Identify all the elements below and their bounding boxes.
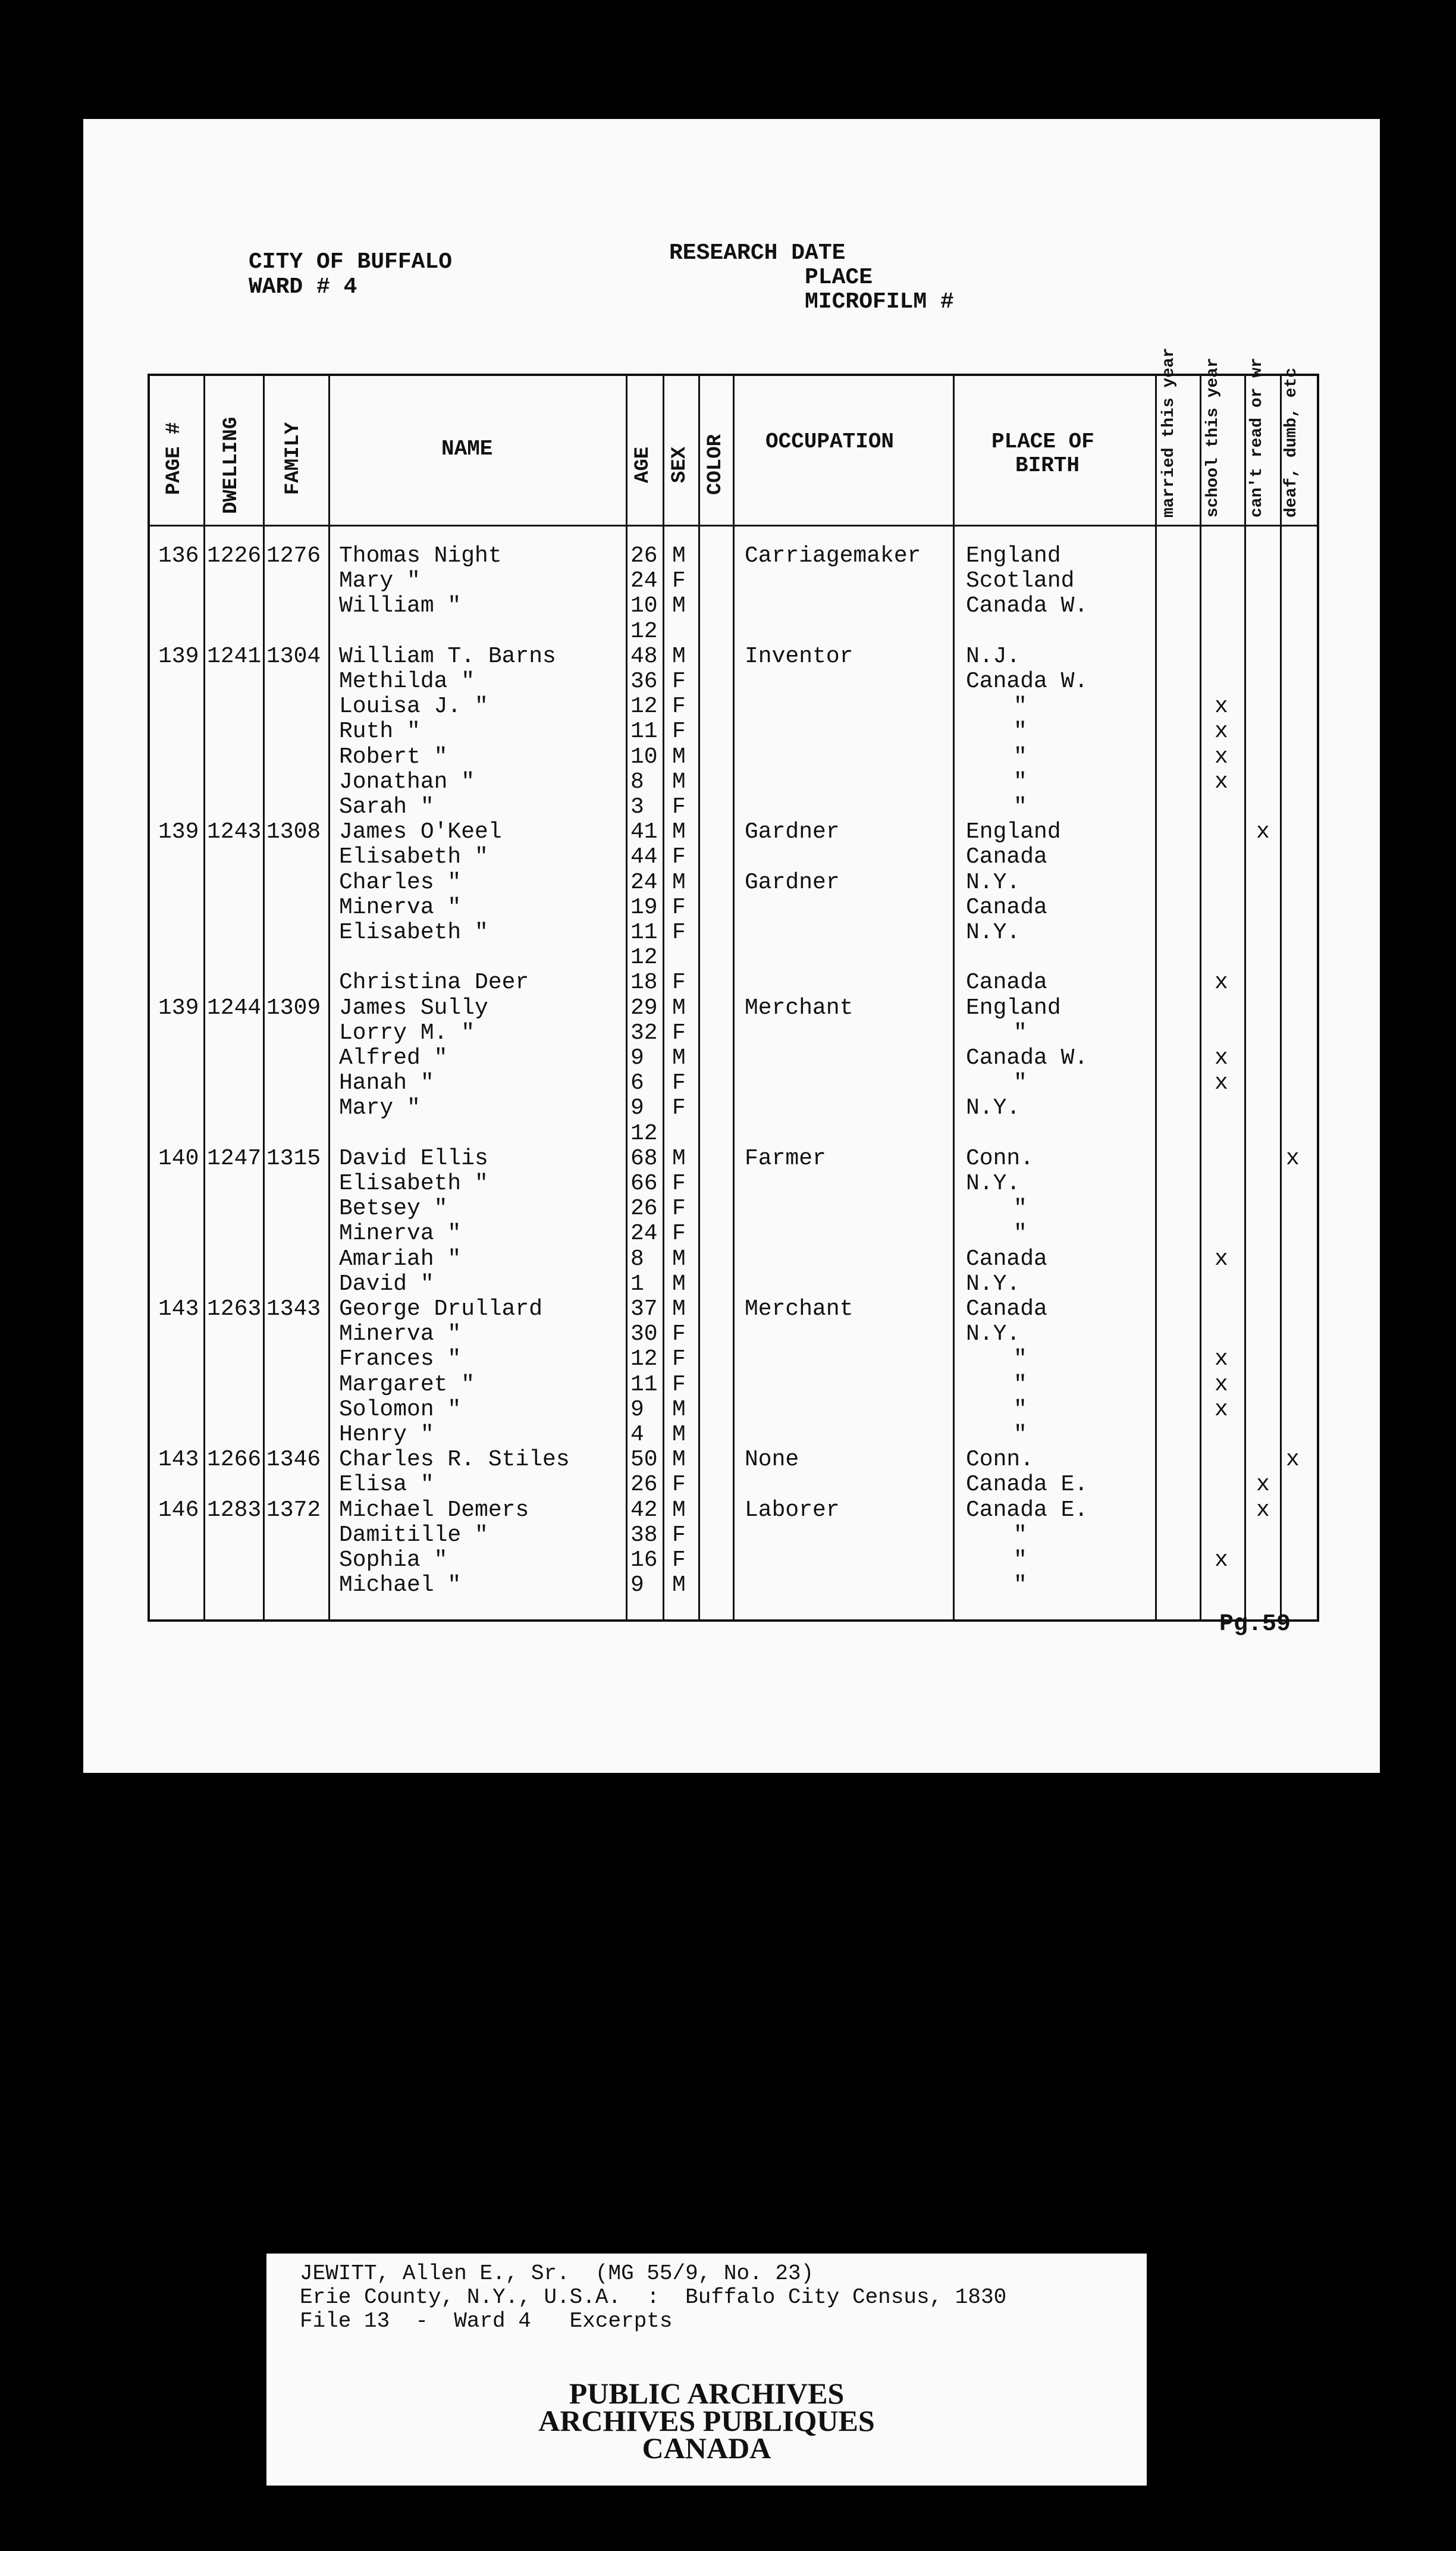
cell-school: x [1215,744,1228,770]
cell-age: 11 [630,1371,658,1397]
cell-school: x [1215,1246,1228,1272]
cell-birth: Conn. [966,1145,1034,1171]
cell-dwelling: 1263 [207,1296,262,1322]
cell-birth: " [1013,769,1027,795]
cell-occupation: Carriagemaker [745,543,921,569]
cell-page: 139 [158,643,199,669]
cell-birth: N.Y. [966,1095,1021,1121]
cell-name: James Sully [339,995,488,1021]
cell-age: 3 [630,794,644,820]
cell-sex: M [672,995,686,1021]
cell-birth: Conn. [966,1447,1034,1473]
col-school: school this year [1204,358,1222,518]
cell-sex: M [672,819,686,845]
cell-page: 136 [158,543,199,569]
cell-age: 16 [630,1547,658,1573]
cell-birth: N.J. [966,643,1021,669]
col-birth-line2: BIRTH [1015,453,1080,478]
cell-birth: " [1013,1422,1027,1447]
cell-birth: Canada E. [966,1497,1088,1523]
col-age: AGE [632,446,654,483]
cell-name: Sophia " [339,1547,448,1573]
cell-name: David Ellis [339,1145,488,1171]
cell-school: x [1215,1045,1228,1071]
cell-age: 26 [630,1472,658,1498]
cell-birth: Canada E. [966,1472,1088,1498]
cell-age: 42 [630,1497,658,1523]
cell-name: Michael " [339,1572,462,1599]
cell-age: 11 [630,920,658,945]
cell-occupation: Merchant [745,1296,853,1322]
cell-age: 29 [630,995,658,1021]
cell-name: Jonathan " [339,769,475,795]
cell-birth: Canada W. [966,669,1088,694]
cell-age: 30 [630,1321,658,1347]
cell-birth: " [1013,1371,1027,1397]
cell-birth: Canada W. [966,1045,1088,1071]
cell-cant: x [1256,1497,1270,1523]
cell-name: James O'Keel [339,819,502,845]
cell-age: 38 [630,1522,658,1548]
cell-name: Lorry M. " [339,1020,475,1046]
cell-page: 139 [158,819,199,845]
cell-sex: F [672,1070,686,1096]
cell-name: Minerva " [339,1321,462,1347]
cell-birth: N.Y. [966,869,1021,895]
cell-sex: F [672,894,686,920]
microfilm-label: MICROFILM # [805,289,954,315]
cell-birth: " [1013,719,1027,745]
cell-age: 10 [630,593,658,619]
cell-occupation: None [745,1447,799,1473]
cell-sex: F [672,568,686,594]
cell-sex: F [672,1547,686,1573]
cell-school: x [1215,719,1228,745]
archive-stamp-2: ARCHIVES PUBLIQUES [538,2404,875,2437]
cell-sex: M [672,593,686,619]
cell-sex: M [672,1296,686,1322]
cell-age: 19 [630,894,658,920]
cell-birth: " [1013,1396,1027,1422]
cell-sex: F [672,920,686,945]
cell-cant: x [1256,1472,1270,1498]
cell-age: 12 [630,1346,658,1372]
cell-age: 9 [630,1396,644,1422]
cell-sex: M [672,1271,686,1297]
cell-name: Charles " [339,869,462,895]
col-deaf-dumb: deaf, dumb, etc [1282,367,1301,518]
cell-name: Charles R. Stiles [339,1447,570,1473]
col-dwelling: DWELLING [220,416,243,514]
cell-sex: M [672,1145,686,1171]
cell-birth: " [1013,694,1027,720]
cell-name: William T. Barns [339,643,556,669]
cell-age: 9 [630,1572,644,1599]
cell-family: 1276 [266,543,321,569]
cell-sex: M [672,744,686,770]
cell-deaf: x [1286,1145,1300,1171]
cell-name: William " [339,593,462,619]
cell-age: 50 [630,1447,658,1473]
cell-age: 6 [630,1070,644,1096]
cell-age: 37 [630,1296,658,1322]
cell-name: George Drullard [339,1296,543,1322]
ward-label: WARD # 4 [249,274,357,300]
cell-sex: F [672,1472,686,1498]
cell-sex: F [672,794,686,820]
cell-family: 1308 [266,819,321,845]
cell-age: 44 [630,844,658,870]
cell-occupation: Inventor [745,643,853,669]
cell-family: 1372 [266,1497,321,1523]
cell-name: Elisabeth " [339,844,488,870]
cell-age: 36 [630,669,658,694]
place-label: PLACE [805,265,873,290]
cell-age: 48 [630,643,658,669]
cell-sex: F [672,719,686,745]
cell-age: 9 [630,1095,644,1121]
cell-name: Mary " [339,568,421,594]
cell-family: 1304 [266,643,321,669]
cell-sex: M [672,1045,686,1071]
cell-sex: F [672,1196,686,1222]
cell-school: x [1215,769,1228,795]
cell-sex: M [672,1497,686,1523]
cell-age: 1 [630,1271,644,1297]
cell-dwelling: 1241 [207,643,262,669]
cell-age: 26 [630,1196,658,1222]
cell-sex: F [672,1221,686,1247]
col-name: NAME [441,437,493,461]
cell-cant: x [1256,819,1270,845]
research-date-label: RESEARCH DATE [669,240,846,266]
cell-age: 24 [630,869,658,895]
cell-age: 24 [630,1221,658,1247]
archive-stamp-3: CANADA [642,2431,771,2465]
cell-birth: N.Y. [966,1271,1021,1297]
cell-sex: M [672,1422,686,1447]
cell-age: 66 [630,1171,658,1196]
cell-dwelling: 1243 [207,819,262,845]
cell-sex: F [672,1522,686,1548]
cell-family: 1343 [266,1296,321,1322]
cell-birth: N.Y. [966,1321,1021,1347]
cell-school: x [1215,1547,1228,1573]
cell-school: x [1215,970,1228,996]
cell-sex: F [672,844,686,870]
cell-name: Michael Demers [339,1497,529,1523]
cell-birth: Canada [966,844,1047,870]
cell-sex: M [672,643,686,669]
cell-dwelling: 1226 [207,543,262,569]
cell-birth: Canada [966,1296,1047,1322]
cell-birth: " [1013,1020,1027,1046]
cell-sex: M [672,1396,686,1422]
cell-name: Damitille " [339,1522,488,1548]
cell-school: x [1215,1396,1228,1422]
cell-dwelling: 1266 [207,1447,262,1473]
label-line-3: File 13 - Ward 4 Excerpts [300,2309,673,2333]
cell-page: 143 [158,1447,199,1473]
cell-sex: M [672,1572,686,1599]
cell-name: Minerva " [339,894,462,920]
cell-name: Elisabeth " [339,1171,488,1196]
page-number: Pg.59 [1219,1611,1291,1638]
cell-birth: Canada [966,894,1047,920]
cell-sex: M [672,1246,686,1272]
cell-deaf: x [1286,1447,1300,1473]
col-cant-read: can't read or wr [1248,358,1266,518]
cell-sex: F [672,1171,686,1196]
cell-name: Christina Deer [339,970,529,996]
cell-birth: " [1013,744,1027,770]
cell-sex: F [672,694,686,720]
archive-label [266,2254,1147,2486]
cell-dwelling: 1247 [207,1145,262,1171]
cell-school: x [1215,694,1228,720]
cell-family: 1346 [266,1447,321,1473]
cell-sex: F [672,1095,686,1121]
cell-birth: " [1013,1346,1027,1372]
col-occupation: OCCUPATION [765,430,895,454]
cell-sex: M [672,1447,686,1473]
cell-page: 139 [158,995,199,1021]
cell-sex: F [672,1371,686,1397]
cell-occupation: Laborer [745,1497,840,1523]
cell-age: 10 [630,744,658,770]
cell-age: 18 [630,970,658,996]
archive-stamp-1: PUBLIC ARCHIVES [569,2377,845,2410]
cell-age: 8 [630,769,644,795]
cell-age: 41 [630,819,658,845]
cell-sex: F [672,970,686,996]
cell-name: Frances " [339,1346,462,1372]
cell-age: 68 [630,1145,658,1171]
cell-occupation: Merchant [745,995,853,1021]
cell-name: Elisa " [339,1472,434,1498]
cell-name: Methilda " [339,669,475,694]
cell-sex: M [672,869,686,895]
cell-age: 12 [630,945,658,971]
cell-occupation: Gardner [745,869,840,895]
cell-name: Betsey " [339,1196,448,1222]
cell-birth: Scotland [966,568,1075,594]
cell-age: 8 [630,1246,644,1272]
cell-name: Ruth " [339,719,421,745]
col-birth-line1: PLACE OF [991,430,1094,454]
cell-name: Thomas Night [339,543,502,569]
cell-name: Sarah " [339,794,434,820]
col-page: PAGE # [163,422,186,495]
cell-name: Robert " [339,744,448,770]
cell-birth: England [966,995,1061,1021]
cell-age: 24 [630,568,658,594]
col-family: FAMILY [282,422,305,495]
cell-sex: F [672,1321,686,1347]
label-line-1: JEWITT, Allen E., Sr. (MG 55/9, No. 23) [300,2261,814,2286]
cell-age: 12 [630,1120,658,1146]
census-sheet [83,119,1380,1773]
cell-school: x [1215,1371,1228,1397]
cell-age: 32 [630,1020,658,1046]
cell-family: 1309 [266,995,321,1021]
cell-age: 12 [630,694,658,720]
col-color: COLOR [704,434,727,495]
cell-occupation: Gardner [745,819,840,845]
cell-age: 26 [630,543,658,569]
cell-birth: " [1013,1547,1027,1573]
cell-birth: " [1013,1221,1027,1247]
col-sex: SEX [669,446,691,483]
cell-name: Louisa J. " [339,694,488,720]
cell-birth: " [1013,1522,1027,1548]
cell-name: Alfred " [339,1045,448,1071]
cell-page: 143 [158,1296,199,1322]
cell-sex: M [672,543,686,569]
cell-birth: " [1013,1196,1027,1222]
cell-name: Mary " [339,1095,421,1121]
cell-birth: England [966,819,1061,845]
cell-name: Solomon " [339,1396,462,1422]
cell-name: Henry " [339,1422,434,1447]
cell-birth: " [1013,794,1027,820]
cell-family: 1315 [266,1145,321,1171]
cell-name: Minerva " [339,1221,462,1247]
cell-school: x [1215,1346,1228,1372]
cell-occupation: Farmer [745,1145,826,1171]
cell-age: 11 [630,719,658,745]
cell-birth: England [966,543,1061,569]
cell-sex: F [672,669,686,694]
cell-dwelling: 1244 [207,995,262,1021]
cell-birth: N.Y. [966,920,1021,945]
cell-birth: " [1013,1572,1027,1599]
cell-school: x [1215,1070,1228,1096]
cell-page: 146 [158,1497,199,1523]
cell-page: 140 [158,1145,199,1171]
cell-name: Margaret " [339,1371,475,1397]
city-label: CITY OF BUFFALO [249,249,453,275]
cell-birth: Canada [966,970,1047,996]
cell-sex: F [672,1346,686,1372]
cell-age: 4 [630,1422,644,1447]
cell-age: 9 [630,1045,644,1071]
census-table [148,347,1319,1622]
cell-birth: Canada W. [966,593,1088,619]
cell-birth: N.Y. [966,1171,1021,1196]
cell-sex: F [672,1020,686,1046]
cell-birth: Canada [966,1246,1047,1272]
col-married: married this year [1160,347,1178,518]
cell-name: Hanah " [339,1070,434,1096]
cell-name: David " [339,1271,434,1297]
cell-age: 12 [630,618,658,644]
label-line-2: Erie County, N.Y., U.S.A. : Buffalo City Census, 1830 [300,2285,1007,2309]
cell-dwelling: 1283 [207,1497,262,1523]
cell-birth: " [1013,1070,1027,1096]
cell-name: Elisabeth " [339,920,488,945]
cell-name: Amariah " [339,1246,462,1272]
cell-sex: M [672,769,686,795]
